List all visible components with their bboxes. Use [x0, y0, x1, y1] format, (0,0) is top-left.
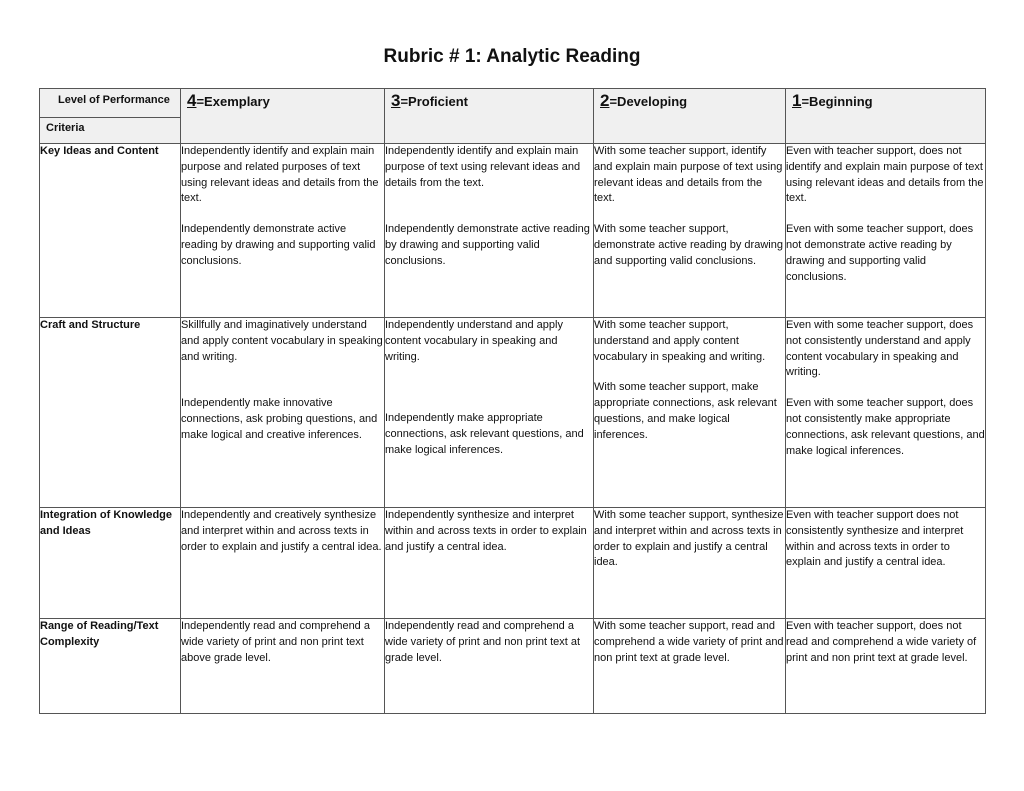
rubric-cell [594, 144, 786, 318]
cell-text: Even with teacher support, does not identify and explain main purpose of text using relevant ideas and details from the text. [786, 145, 984, 205]
rubric-cell [181, 619, 385, 714]
level-name: =Developing [609, 94, 688, 109]
cell-text: Even with some teacher support, does not consistently make appropriate connections, ask relevant questions, and make logical inferences. [786, 397, 985, 457]
rubric-cell [594, 508, 786, 619]
cell-text: Independently and creatively synthesize and interpret within and across texts in order to explain and justify a central idea. [181, 509, 382, 553]
rubric-cell [181, 144, 385, 318]
level-criteria-header [40, 89, 181, 144]
rubric-cell [594, 619, 786, 714]
rubric-cell [181, 508, 385, 619]
cell-text: With some teacher support, read and comprehend a wide variety of print and non print text at grade level. [594, 620, 784, 664]
cell-text: With some teacher support, make appropriate connections, ask relevant questions, and make logical inferences. [594, 381, 777, 441]
criterion-label: Key Ideas and Content [40, 144, 181, 318]
level-header-beginning [786, 89, 986, 144]
level-header-developing [594, 89, 786, 144]
cell-text: Even with teacher support does not consistently synthesize and interpret within and across texts in order to explain and justify a central idea. [786, 509, 964, 569]
level-of-performance-label: Level of Performance [40, 90, 180, 118]
rubric-row-integration [40, 508, 986, 619]
cell-text: Independently identify and explain main purpose and related purposes of text using relevant ideas and details from the text. [181, 145, 379, 205]
cell-text: Even with some teacher support, does not demonstrate active reading by drawing and supporting valid conclusions. [786, 223, 974, 283]
cell-text: With some teacher support, understand and apply content vocabulary in speaking and writing. [594, 319, 766, 363]
cell-text: Independently identify and explain main purpose of text using relevant ideas and details from the text. [385, 145, 581, 189]
cell-text: Skillfully and imaginatively understand and apply content vocabulary in speaking and writing. [181, 319, 383, 363]
level-name: =Beginning [801, 94, 873, 109]
rubric-cell [181, 318, 385, 508]
rubric-cell [385, 619, 594, 714]
level-number: 2 [600, 91, 610, 110]
rubric-cell [385, 144, 594, 318]
cell-text: Independently read and comprehend a wide variety of print and non print text at grade level. [385, 620, 581, 664]
criterion-label: Craft and Structure [40, 318, 181, 508]
criteria-label: Criteria [46, 121, 85, 134]
criterion-label: Integration of Knowledge and Ideas [40, 508, 181, 619]
rubric-cell [786, 144, 986, 318]
rubric-cell [385, 508, 594, 619]
level-number: 1 [792, 91, 802, 110]
rubric-cell [786, 508, 986, 619]
rubric-cell [786, 619, 986, 714]
criterion-label: Range of Reading/Text Complexity [40, 619, 181, 714]
cell-text: Independently make innovative connections, ask probing questions, and make logical and creative inferences. [181, 397, 378, 441]
cell-text: Independently understand and apply content vocabulary in speaking and writing. [385, 319, 563, 363]
cell-text: Independently demonstrate active reading by drawing and supporting valid conclusions. [181, 223, 376, 267]
level-number: 3 [391, 91, 401, 110]
rubric-cell [385, 318, 594, 508]
level-header-exemplary [181, 89, 385, 144]
rubric-cell [786, 318, 986, 508]
rubric-row-range-of-reading [40, 619, 986, 714]
cell-text: Even with teacher support, does not read and comprehend a wide variety of print and non print text at grade level. [786, 620, 977, 664]
cell-text: With some teacher support, synthesize and interpret within and across texts in order to explain and justify a central idea. [594, 509, 784, 569]
page-title: Rubric # 1: Analytic Reading [383, 46, 641, 67]
rubric-row-craft-structure [40, 318, 986, 508]
cell-text: Independently demonstrate active reading by drawing and supporting valid conclusions. [385, 223, 590, 267]
level-name: =Exemplary [196, 94, 270, 109]
cell-text: Even with some teacher support, does not consistently understand and apply content vocabulary in speaking and writing. [786, 319, 974, 379]
level-name: =Proficient [400, 94, 469, 109]
cell-text: Independently read and comprehend a wide variety of print and non print text above grade level. [181, 620, 370, 664]
header-row [40, 89, 986, 144]
cell-text: With some teacher support, identify and explain main purpose of text using relevant ideas and details from the text. [594, 145, 783, 205]
rubric-row-key-ideas [40, 144, 986, 318]
rubric-table [39, 88, 986, 714]
cell-text: Independently make appropriate connections, ask relevant questions, and make logical inferences. [385, 412, 584, 456]
cell-text: With some teacher support, demonstrate active reading by drawing and supporting valid conclusions. [594, 223, 783, 267]
level-number: 4 [187, 91, 197, 110]
level-header-proficient [385, 89, 594, 144]
cell-text: Independently synthesize and interpret within and across texts in order to explain and justify a central idea. [385, 509, 587, 553]
rubric-cell [594, 318, 786, 508]
